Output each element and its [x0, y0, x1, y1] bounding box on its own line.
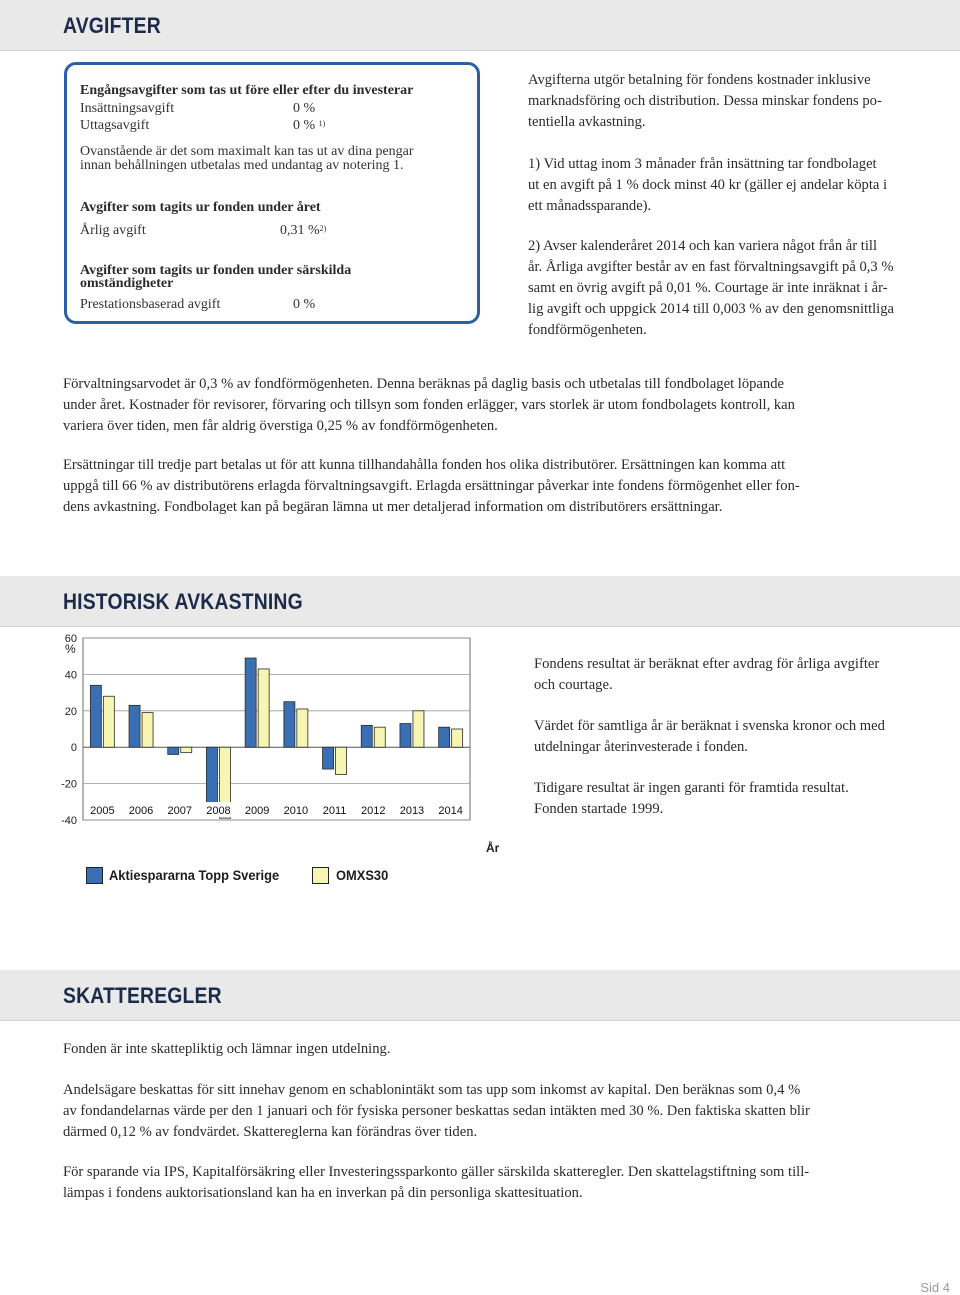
history-note-3	[534, 778, 954, 820]
bar-fund	[284, 702, 295, 748]
text-line: 1) Vid uttag inom 3 månader från insättning tar fondbolaget	[528, 156, 877, 172]
exit-fee-footnote-ref: 1)	[318, 119, 326, 128]
text-line: ett månadssparande).	[528, 198, 652, 214]
text-line: lig avgift och uppgick 2014 till 0,003 % av den genomsnittliga	[528, 301, 895, 317]
y-tick-label: 20	[64, 705, 77, 718]
text-line: Fonden är inte skattepliktig och lämnar ingen utdelning.	[63, 1041, 391, 1057]
exit-fee-row	[293, 117, 325, 134]
bar-fund	[400, 724, 411, 748]
y-tick-label: -20	[61, 778, 77, 791]
annual-fee-value: 0,31 %	[280, 223, 320, 238]
special-fees-heading-line2: omständigheter	[80, 276, 174, 291]
text-line: år. Årliga avgifter består av en fast förvaltningsavgift på 0,3 %	[528, 259, 894, 275]
returns-bar-chart	[20, 630, 520, 870]
text-line: Andelsägare beskattas för sitt innehav genom en schablonintäkt som tas upp som inkomst av kapital. Den beräknas som 0,4 %	[63, 1082, 801, 1098]
bar-fund	[168, 747, 179, 754]
one-time-fees-heading: Engångsavgifter som tas ut före eller efter du investerar	[80, 83, 414, 98]
text-line: ut en avgift på 1 % dock minst 40 kr (gäller ej andelar köpta i	[528, 177, 888, 193]
text-line: tentiella avkastning.	[528, 114, 646, 130]
bar-index	[297, 709, 308, 747]
x-tick-label: 2008	[206, 805, 231, 817]
y-axis-label: %	[65, 642, 76, 656]
x-tick-label: 2006	[128, 805, 154, 817]
legend-label-fund: Aktiespararna Topp Sverige	[109, 867, 280, 883]
x-tick-label: 2014	[438, 805, 463, 817]
text-line: uppgå till 66 % av distributörens erlagda förvaltningsavgift. Erlagda ersättningar påverkar inte fondens förmögenhet eller fon-	[63, 478, 800, 494]
text-line: Fondens resultat är beräknat efter avdrag för årliga avgifter	[534, 656, 880, 672]
distributor-fee-paragraph	[63, 455, 943, 518]
text-line: dens avkastning. Fondbolaget kan på begäran lämna ut mer detaljerad information om distributörers ersättningar.	[63, 499, 723, 515]
x-tick-label: 2012	[361, 805, 386, 817]
text-line: marknadsföring och distribution. Dessa minskar fondens po-	[528, 93, 882, 109]
entry-fee-value: 0 %	[293, 101, 316, 116]
annual-fee-label: Årlig avgift	[80, 223, 146, 238]
bar-index	[181, 747, 192, 752]
text-line: utdelningar återinvesterade i fonden.	[534, 739, 748, 755]
bar-index	[413, 711, 424, 747]
text-line: Ersättningar till tredje part betalas ut för att kunna tillhandahålla fonden hos olika distributörer. Ersättningen kan komma att	[63, 457, 786, 473]
x-tick-label: 2010	[283, 805, 309, 817]
text-line: av fondandelarnas värde per den 1 januari och för fysiska personer beskattas sedan intäkten med 30 %. Den faktiska skatten blir	[63, 1103, 810, 1119]
text-line: Avgifterna utgör betalning för fondens kostnader inklusive	[528, 72, 871, 88]
exit-fee-label: Uttagsavgift	[80, 118, 150, 133]
fees-section-header	[0, 0, 960, 51]
special-fees-heading-line1: Avgifter som tagits ur fonden under särskilda	[80, 263, 352, 278]
tax-paragraph-2	[63, 1080, 953, 1143]
x-tick-label: 2007	[167, 805, 192, 817]
bar-fund	[323, 747, 334, 769]
bar-fund	[90, 685, 101, 747]
legend-label-index: OMXS30	[336, 867, 389, 883]
annual-fees-heading: Avgifter som tagits ur fonden under året	[80, 200, 321, 215]
text-line: 2) Avser kalenderåret 2014 och kan variera något från år till	[528, 238, 878, 254]
text-line: lämpas i fondens auktorisationsland kan ha en inverkan på din personliga skattesituation.	[63, 1185, 583, 1201]
fee-note-line1: Ovanstående är det som maximalt kan tas ut av dina pengar	[80, 144, 414, 159]
x-tick-label: 2013	[399, 805, 425, 817]
bar-index	[336, 747, 347, 774]
text-line: och courtage.	[534, 677, 613, 693]
history-section-title: HISTORISK AVKASTNING	[63, 589, 303, 614]
entry-fee-label: Insättningsavgift	[80, 101, 175, 116]
text-line: därmed 0,12 % av fondvärdet. Skattereglerna kan förändras över tiden.	[63, 1124, 478, 1140]
bar-fund	[245, 658, 256, 747]
text-line: Förvaltningsarvodet är 0,3 % av fondförmögenheten. Denna beräknas på daglig basis och utbetalas till fondbolaget löpande	[63, 376, 784, 392]
tax-section-title: SKATTEREGLER	[63, 983, 222, 1008]
legend-swatch-fund	[86, 867, 103, 884]
fees-section-title: AVGIFTER	[63, 13, 161, 38]
text-line: Fonden startade 1999.	[534, 801, 664, 817]
text-line: För sparande via IPS, Kapitalförsäkring eller Investeringssparkonto gäller särskilda skatteregler. Den skattelagstiftning som till-	[63, 1164, 810, 1180]
bar-index	[452, 729, 463, 747]
bar-index	[142, 713, 153, 748]
footnote-1	[528, 154, 958, 217]
y-tick-label: -40	[61, 815, 77, 827]
page-number: Sid 4	[920, 1280, 950, 1295]
tax-paragraph-1	[63, 1039, 953, 1060]
legend-swatch-index	[312, 867, 329, 884]
history-section-header	[0, 576, 960, 627]
y-tick-label: 60	[64, 633, 77, 645]
tax-section-header	[0, 970, 960, 1021]
x-axis-label: År	[486, 841, 500, 855]
text-line: under året. Kostnader för revisorer, förvaring och tillsyn som fonden erlägger, vars storlek är utom fondbolagets kontroll, kan	[63, 397, 795, 413]
performance-fee-value: 0 %	[293, 297, 316, 312]
y-tick-label: 40	[64, 669, 77, 682]
text-line: Tidigare resultat är ingen garanti för framtida resultat.	[534, 780, 849, 796]
text-line: Värdet för samtliga år är beräknat i svenska kronor och med	[534, 718, 885, 734]
footnote-2	[528, 236, 958, 341]
management-fee-paragraph	[63, 374, 943, 437]
bar-index	[374, 727, 385, 747]
x-tick-label: 2011	[322, 805, 347, 817]
bar-fund	[361, 725, 372, 747]
text-line: samt en övrig avgift på 0,01 %. Courtage är inte inräknat i år-	[528, 280, 888, 296]
y-tick-label: 0	[70, 742, 77, 755]
text-line: variera över tiden, men får aldrig överstiga 0,25 % av fondförmögenheten.	[63, 418, 498, 434]
bar-fund	[439, 727, 450, 747]
x-tick-label: 2005	[90, 805, 115, 817]
annual-fee-row	[280, 222, 326, 239]
bar-index	[103, 696, 114, 747]
bar-index	[258, 669, 269, 747]
history-note-1	[534, 654, 954, 696]
fee-note-line2: innan behållningen utbetalas med undantag av notering 1.	[80, 158, 404, 173]
performance-fee-label: Prestationsbaserad avgift	[80, 297, 221, 312]
fees-explanation	[528, 70, 958, 133]
annual-fee-footnote-ref: 2)	[319, 224, 327, 233]
text-line: fondförmögenheten.	[528, 322, 647, 338]
history-note-2	[534, 716, 954, 758]
x-tick-label: 2009	[244, 805, 270, 817]
bar-fund	[129, 705, 140, 747]
plot-area	[83, 638, 470, 820]
tax-paragraph-3	[63, 1162, 953, 1204]
exit-fee-value: 0 %	[293, 118, 316, 133]
